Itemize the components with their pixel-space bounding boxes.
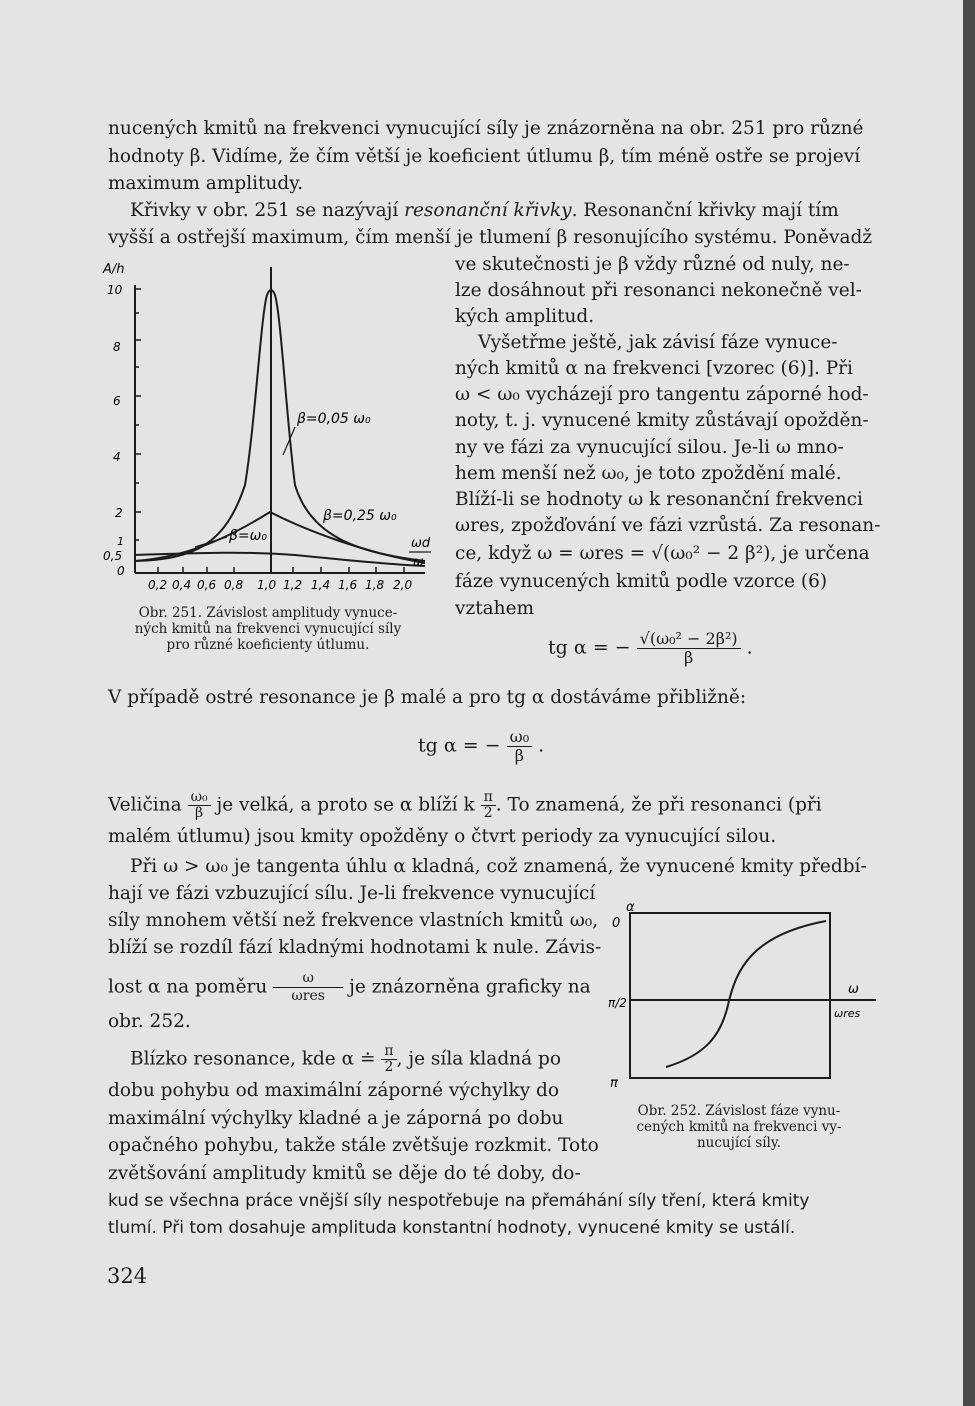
x-axis-label-denominator: ωres — [834, 1007, 861, 1020]
text-line: ných kmitů α na frekvenci [vzorec (6)]. Při — [455, 358, 853, 379]
equation-end: . — [746, 636, 753, 659]
text-run: . Resonanční křivky mají tím — [571, 200, 839, 221]
text-line: lze dosáhnout při resonanci nekonečně vel- — [455, 280, 862, 301]
y-tick-label: 0,5 — [103, 549, 123, 563]
text-line: nucených kmitů na frekvenci vynucující síly je znázorněna na obr. 251 pro různé — [108, 118, 864, 139]
y-tick-label: π/2 — [608, 996, 627, 1010]
y-tick-label: 8 — [113, 340, 121, 354]
y-tick-label: 10 — [107, 283, 123, 297]
text-line — [130, 199, 839, 223]
text-line: maximální výchylky kladné a je záporná po dobu — [108, 1108, 564, 1129]
y-tick-label: 2 — [115, 506, 123, 520]
inline-fraction — [188, 790, 211, 821]
y-tick-label: π — [610, 1076, 618, 1091]
text-line: dobu pohybu od maximální záporné výchylky do — [108, 1080, 560, 1101]
text-run: Veličina — [108, 794, 182, 816]
text-run: . To znamená, že při resonanci (při — [495, 794, 822, 816]
text-line: noty, t. j. vynucené kmity zůstávají opožděn- — [455, 410, 869, 431]
text-line — [108, 970, 591, 1005]
fraction-numerator: π — [381, 1044, 396, 1060]
text-line: ωres, zpožďování ve fázi vzrůstá. Za resonan- — [455, 515, 881, 536]
fraction-denominator: β — [195, 805, 204, 821]
equation-fraction — [637, 630, 741, 667]
text-line — [108, 790, 822, 821]
curve-label: β=0,25 ω₀ — [323, 508, 397, 524]
equation-tg-alpha-approx — [418, 728, 544, 765]
text-line: tlumí. Při tom dosahuje amplituda konstantní hodnoty, vynucené kmity se ustálí. — [108, 1218, 796, 1238]
x-tick-label: 1,6 — [338, 578, 358, 592]
caption-line: nucující síly. — [696, 1135, 781, 1151]
x-tick-label: 2,0 — [393, 578, 413, 592]
y-tick-label: 0 — [117, 564, 125, 578]
text-run: , je síla kladná po — [396, 1048, 561, 1070]
fraction-numerator: ω — [273, 970, 343, 988]
y-axis-label: A/h — [103, 262, 125, 277]
text-line: obr. 252. — [108, 1011, 191, 1032]
x-tick-label: 0,6 — [197, 578, 217, 592]
label-leader-line — [195, 537, 227, 547]
text-line: V případě ostré resonance je β malé a pro tg α dostáváme přibližně: — [108, 687, 747, 708]
x-tick-label: 0,2 — [148, 578, 168, 592]
caption-line: Obr. 252. Závislost fáze vynu- — [637, 1103, 841, 1119]
x-tick-label: 1,4 — [311, 578, 331, 592]
text-line: zvětšování amplitudy kmitů se děje do té doby, do- — [108, 1163, 581, 1184]
fraction-numerator: ω₀ — [188, 790, 211, 806]
figure-251-caption — [108, 605, 428, 653]
x-tick-label: 1,0 — [257, 578, 277, 592]
text-line: blíží se rozdíl fází kladnými hodnotami k nule. Závis- — [108, 937, 602, 958]
figure-251-amplitude-resonance-curves — [95, 255, 440, 595]
text-line — [130, 1044, 561, 1075]
equation-end: . — [538, 734, 545, 757]
page-number: 324 — [107, 1264, 148, 1288]
y-tick-label: 0 — [612, 916, 621, 931]
fraction-denominator: 2 — [384, 1059, 394, 1075]
text-line: vztahem — [455, 598, 535, 619]
y-tick-label: 4 — [113, 450, 121, 464]
text-line: kud se všechna práce vnější síly nespotřebuje na přemáhání síly tření, která kmity — [108, 1191, 810, 1211]
fraction-numerator: π — [481, 790, 496, 806]
caption-line: Obr. 251. Závislost amplitudy vynuce- — [138, 605, 398, 621]
y-tick-label: 1 — [117, 535, 124, 548]
term-resonance-curves: resonanční křivky — [404, 200, 572, 221]
x-axis-label-numerator: ωd — [411, 536, 431, 551]
equation-lhs: tg α = − — [418, 734, 501, 757]
equation-tg-alpha-resonance — [548, 630, 753, 667]
inline-fraction — [273, 970, 343, 1005]
text-line: malém útlumu) jsou kmity opožděny o čtvrt periody za vynucující silou. — [108, 826, 777, 847]
caption-line: pro různé koeficienty útlumu. — [166, 637, 370, 653]
x-tick-label: 0,8 — [224, 578, 244, 592]
curve-label: β=0,05 ω₀ — [297, 411, 371, 427]
text-run: Blízko resonance, kde α ≐ — [130, 1048, 376, 1070]
text-line: ve skutečnosti je β vždy různé od nuly, ne- — [455, 254, 850, 275]
text-line: síly mnohem větší než frekvence vlastních kmitů ω₀, — [108, 910, 599, 931]
text-line: Blíží-li se hodnoty ω k resonanční frekvenci — [455, 489, 863, 510]
text-line: Vyšetřme ještě, jak závisí fáze vynuce- — [478, 332, 838, 353]
inline-fraction — [381, 1044, 396, 1075]
curve-label: β=ω₀ — [229, 528, 268, 544]
text-line: hají ve fázi vzbuzující sílu. Je-li frekvence vynucující — [108, 883, 596, 904]
text-run: je velká, a proto se α blíží k — [216, 794, 475, 816]
text-line: fáze vynucených kmitů podle vzorce (6) — [455, 571, 828, 592]
fraction-denominator: ωres — [291, 988, 325, 1004]
figure-252-phase-curve — [596, 895, 886, 1095]
text-run: Křivky v obr. 251 se nazývají — [130, 200, 405, 221]
x-tick-label: 1,8 — [365, 578, 385, 592]
caption-line: cených kmitů na frekvenci vy- — [636, 1119, 842, 1135]
fraction-denominator: β — [514, 746, 524, 765]
book-binding-edge — [963, 0, 975, 1406]
y-tick-label: 6 — [113, 394, 121, 408]
text-line: hodnoty β. Vidíme, že čím větší je koeficient útlumu β, tím méně ostře se projeví — [108, 146, 861, 167]
fraction-numerator: √(ω₀² − 2β²) — [637, 630, 741, 649]
text-line: ce, když ω = ωres = √(ω₀² − 2 β²), je určena — [455, 543, 870, 564]
figure-252-caption — [610, 1103, 868, 1151]
fraction-denominator: β — [684, 648, 694, 667]
caption-line: ných kmitů na frekvenci vynucující síly — [134, 621, 402, 637]
equation-lhs: tg α = − — [548, 636, 631, 659]
phase-curve — [666, 921, 826, 1067]
text-line: hem menší než ω₀, je toto zpoždění malé. — [455, 463, 842, 484]
text-line: Při ω > ω₀ je tangenta úhlu α kladná, což znamená, že vynucené kmity předbí- — [130, 856, 867, 877]
inline-fraction — [481, 790, 496, 821]
text-line: vyšší a ostřejší maximum, čím menší je tlumení β resonujícího systému. Poněvadž — [108, 227, 873, 248]
x-tick-label: 0,4 — [172, 578, 192, 592]
y-axis-label: α — [626, 900, 635, 915]
fraction-numerator: ω₀ — [507, 728, 532, 747]
x-axis-label-numerator: ω — [848, 982, 859, 997]
text-run: je znázorněna graficky na — [349, 976, 591, 998]
text-run: lost α na poměru — [108, 976, 268, 998]
x-tick-label: 1,2 — [283, 578, 303, 592]
equation-fraction — [507, 728, 532, 765]
text-line: kých amplitud. — [455, 306, 595, 327]
text-line: opačného pohybu, takže stále zvětšuje rozkmit. Toto — [108, 1135, 599, 1156]
text-line: maximum amplitudy. — [108, 173, 304, 194]
text-line: ny ve fázi za vynucující silou. Je-li ω mno- — [455, 437, 844, 458]
x-axis-label-denominator: ω — [413, 555, 424, 570]
text-line: ω < ω₀ vycházejí pro tangentu záporné hod- — [455, 384, 869, 405]
fraction-denominator: 2 — [483, 805, 493, 821]
